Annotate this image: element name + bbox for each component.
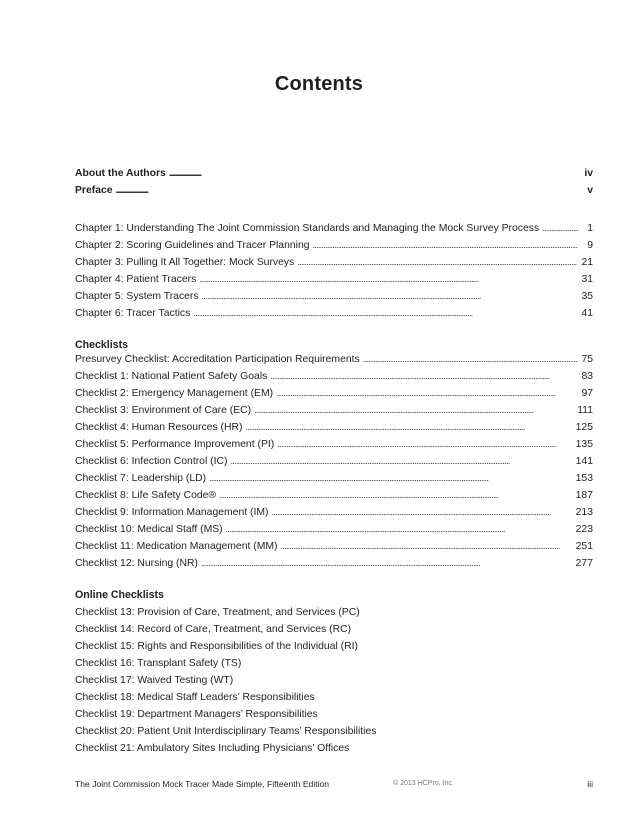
dot-leader [363,354,578,364]
toc-entry-page: 135 [575,439,593,450]
toc-entry-page: 251 [575,541,593,552]
dot-leader [193,308,578,318]
dot-leader [245,422,572,432]
dot-leader [202,291,578,301]
dot-leader [169,168,578,178]
toc-entry[interactable] [75,274,593,291]
dot-leader [281,541,573,551]
toc-entry[interactable] [75,257,593,274]
list-item[interactable]: Checklist 21: Ambulatory Sites Including Physicians’ Offices [75,743,350,754]
toc-entry-label: Chapter 2: Scoring Guidelines and Tracer Planning [75,240,310,251]
toc-entry[interactable] [75,240,593,257]
toc-entry-page: 277 [575,558,593,569]
toc-entry[interactable] [75,291,593,308]
toc-entry[interactable] [75,456,593,473]
toc-entry-label: Checklist 2: Emergency Management (EM) [75,388,274,399]
toc-entry-label: Checklist 4: Human Resources (HR) [75,422,243,433]
toc-entry-label: Chapter 5: System Tracers [75,291,199,302]
toc-entry-page: 97 [581,388,593,399]
section-heading: Online Checklists [75,589,164,601]
toc-entry[interactable] [75,223,593,240]
toc-entry[interactable] [75,308,593,325]
toc-entry-page: 187 [575,490,593,501]
page-footer [75,779,593,789]
front-matter-list [75,168,593,202]
chapters-list [75,223,593,325]
toc-entry[interactable] [75,473,593,490]
toc-entry[interactable] [75,507,593,524]
dot-leader [277,439,572,449]
toc-entry-label: Checklist 6: Infection Control (IC) [75,456,228,467]
toc-entry[interactable] [75,185,593,202]
dot-leader [271,507,572,517]
toc-entry[interactable] [75,371,593,388]
toc-entry-label: Checklist 12: Nursing (NR) [75,558,198,569]
online-checklists-section [75,587,593,757]
toc-entry-page: 21 [581,257,593,268]
toc-entry[interactable] [75,168,593,185]
checklists-section [75,337,593,575]
toc-entry-page: 41 [581,308,593,319]
toc-entry[interactable] [75,558,593,575]
toc-entry-page: 223 [575,524,593,535]
toc-entry-label: Presurvey Checklist: Accreditation Participation Requirements [75,354,360,365]
dot-leader [254,405,574,415]
toc-entry[interactable] [75,490,593,507]
list-item[interactable]: Checklist 15: Rights and Responsibilities of the Individual (RI) [75,641,358,652]
dot-leader [226,524,573,534]
list-item[interactable]: Checklist 16: Transplant Safety (TS) [75,658,242,669]
toc-entry-label: Checklist 11: Medication Management (MM) [75,541,278,552]
toc-entry-label: Checklist 8: Life Safety Code® [75,490,217,501]
list-item[interactable]: Checklist 19: Department Managers’ Responsibilities [75,709,318,720]
toc-entry-label: Checklist 7: Leadership (LD) [75,473,207,484]
toc-entry-page: 75 [581,354,593,365]
dot-leader [542,223,578,233]
dot-leader [313,240,578,250]
toc-entry[interactable] [75,405,593,422]
toc-entry-label: Checklist 10: Medical Staff (MS) [75,524,223,535]
toc-entry-label: Preface [75,185,113,196]
dot-leader [199,274,578,284]
toc-entry-page: 125 [575,422,593,433]
section-heading: Checklists [75,339,128,351]
list-item[interactable]: Checklist 18: Medical Staff Leaders’ Responsibilities [75,692,315,703]
toc-entry[interactable] [75,422,593,439]
toc-entry-page: 35 [581,291,593,302]
dot-leader [116,185,578,195]
list-item[interactable]: Checklist 20: Patient Unit Interdisciplinary Teams’ Responsibilities [75,726,377,737]
toc-entry[interactable] [75,388,593,405]
dot-leader [230,456,572,466]
toc-entry-page: 111 [577,405,593,416]
toc-entry-page: v [587,185,593,196]
dot-leader [201,558,573,568]
toc-entry-page: 31 [581,274,593,285]
toc-entry-page: 213 [575,507,593,518]
toc-entry-label: About the Authors [75,168,166,179]
footer-book-title: The Joint Commission Mock Tracer Made Simple, Fifteenth Edition [75,779,330,789]
toc-entry-label: Chapter 3: Pulling It All Together: Mock Surveys [75,257,295,268]
toc-entry[interactable] [75,524,593,541]
dot-leader [209,473,573,483]
list-item[interactable]: Checklist 13: Provision of Care, Treatment, and Services (PC) [75,607,360,618]
dot-leader [270,371,578,381]
toc-entry[interactable] [75,439,593,456]
toc-entry-label: Checklist 9: Information Management (IM) [75,507,269,518]
dot-leader [219,490,573,500]
toc-entry[interactable] [75,354,593,371]
dot-leader [276,388,578,398]
footer-page-number: iii [587,779,593,789]
toc-entry-label: Checklist 3: Environment of Care (EC) [75,405,252,416]
toc-entry-page: iv [584,168,593,179]
toc-entry-page: 83 [581,371,593,382]
toc-entry[interactable] [75,541,593,558]
toc-entry-page: 141 [575,456,593,467]
page-title: Contents [274,73,364,95]
dot-leader [297,257,578,267]
footer-copyright: © 2013 HCPro, Inc. [393,780,454,787]
toc-entry-page: 153 [575,473,593,484]
toc-entry-label: Checklist 5: Performance Improvement (PI) [75,439,275,450]
toc-entry-label: Chapter 1: Understanding The Joint Commission Standards and Managing the Mock Survey Process [75,223,540,234]
toc-entry-page: 9 [587,240,593,251]
list-item[interactable]: Checklist 14: Record of Care, Treatment, and Services (RC) [75,624,352,635]
toc-entry-label: Chapter 6: Tracer Tactics [75,308,191,319]
toc-entry-page: 1 [587,223,593,234]
list-item[interactable]: Checklist 17: Waived Testing (WT) [75,675,234,686]
toc-entry-label: Chapter 4: Patient Tracers [75,274,197,285]
toc-entry-label: Checklist 1: National Patient Safety Goals [75,371,268,382]
